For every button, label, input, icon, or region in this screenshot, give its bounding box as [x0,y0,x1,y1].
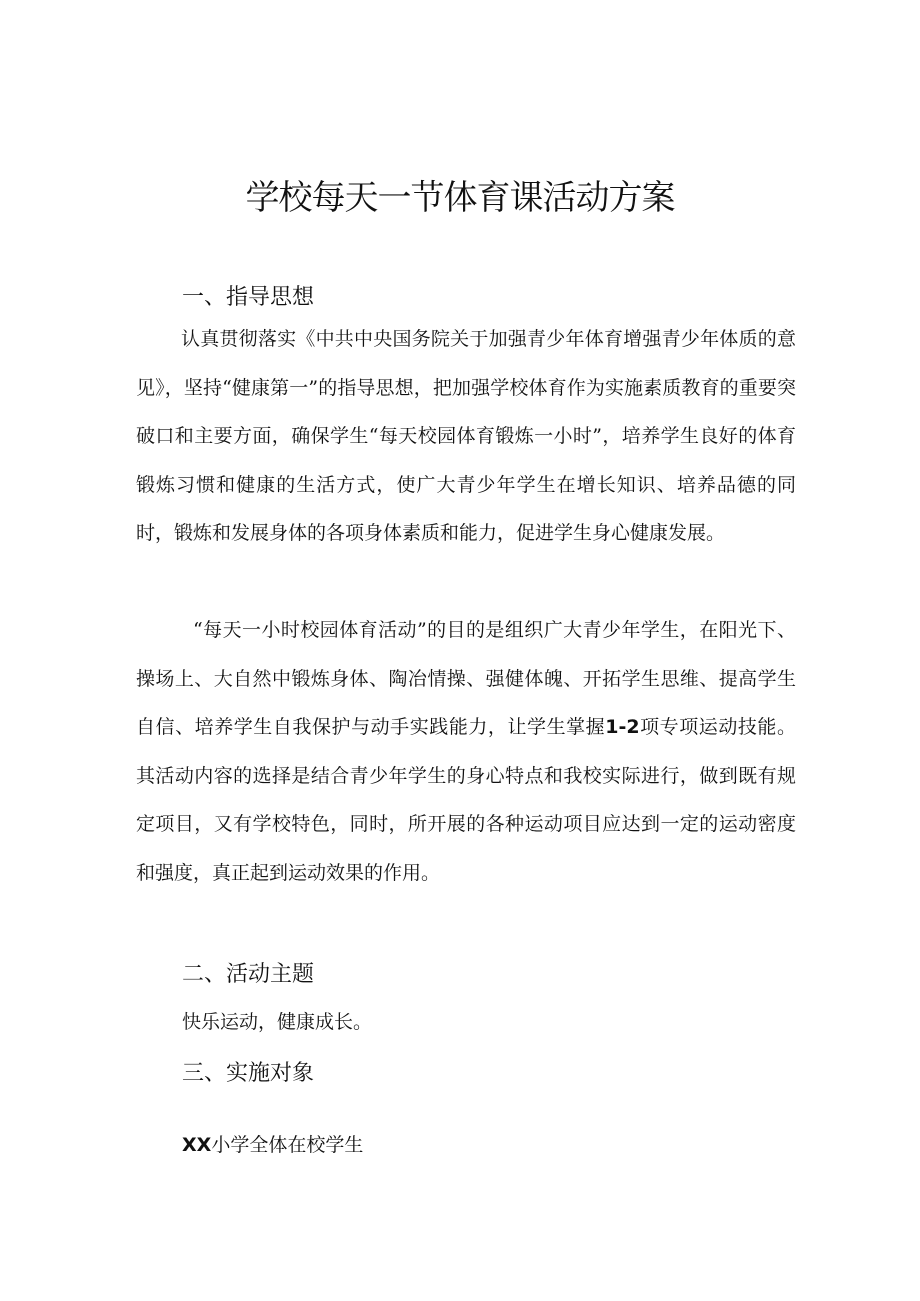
target-audience-text [182,1130,363,1157]
section-heading-activity-theme: 二、活动主题 [182,962,315,987]
section-heading-target-audience: 三、实施对象 [182,1061,315,1086]
paragraph-guiding-ideology-2 [136,606,796,897]
skill-count-bold: 1-2 [605,716,640,738]
target-audience-rest: 小学全体在校学生 [211,1134,364,1156]
section-heading-guiding-ideology: 一、指导思想 [182,285,315,310]
paragraph-text-before: “每天一小时校园体育活动”的目的是组织广大青少年学生，在阳光下、操场上、大自然中锻炼身体、陶冶情操、强健体魄、开拓学生思维、提高学生自信、培养学生自我保护与动手实践能力，让学生掌握 [136,619,796,738]
school-name-placeholder: XX [182,1134,212,1156]
document-title: 学校每天一节体育课活动方案 [245,178,675,218]
activity-theme-text: 快乐运动，健康成长。 [182,1011,373,1033]
paragraph-text-after: 项专项运动技能。其活动内容的选择是结合青少年学生的身心特点和我校实际进行，做到既有规定项目，又有学校特色，同时，所开展的各种运动项目应达到一定的运动密度和强度，真正起到运动效果的作用。 [136,716,796,884]
paragraph-guiding-ideology-1: 认真贯彻落实《中共中央国务院关于加强青少年体育增强青少年体质的意见》，坚持“健康第一”的指导思想，把加强学校体育作为实施素质教育的重要突破口和主要方面，确保学生“每天校园体育锻炼一小时”，培养学生良好的体育锻炼习惯和健康的生活方式，使广大青少年学生在增长知识、培养品德的同时，锻炼和发展身体的各项身体素质和能力，促进学生身心健康发展。 [136,328,796,544]
